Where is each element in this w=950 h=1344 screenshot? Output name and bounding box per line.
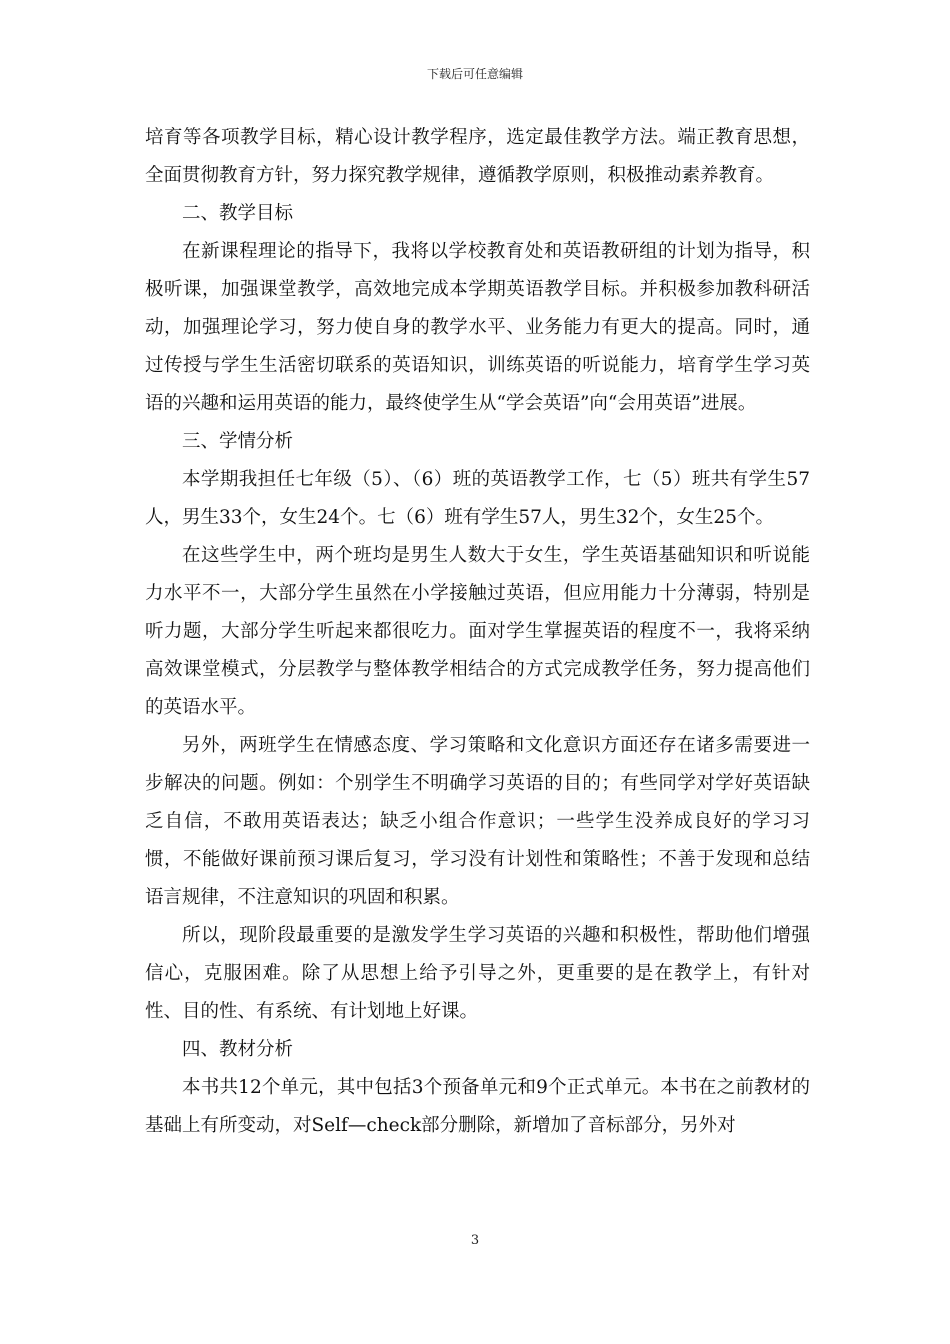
paragraph-teaching-goals: 在新课程理论的指导下，我将以学校教育处和英语教研组的计划为指导，积极听课，加强课堂教学，高效地完成本学期英语教学目标。并积极参加教科研活动，加强理论学习，努力使自身的教学水平、业务能力有更大的提高。同时，通过传授与学生生活密切联系的英语知识，训练英语的听说能力，培育学生学习英语的兴趣和运用英语的能力，最终使学生从“学会英语”向“会用英语”进展。 [145, 241, 810, 414]
paragraph-student-level: 在这些学生中，两个班均是男生人数大于女生，学生英语基础知识和听说能力水平不一，大部分学生虽然在小学接触过英语，但应用能力十分薄弱，特别是听力题，大部分学生听起来都很吃力。面对学生掌握英语的程度不一，我将采纳高效课堂模式，分层教学与整体教学相结合的方式完成教学任务，努力提高他们的英语水平。 [145, 545, 810, 718]
page-header: 下载后可任意编辑 [426, 67, 523, 81]
paragraph-textbook-info: 本书共12个单元，其中包括3个预备单元和9个正式单元。本书在之前教材的基础上有所变动，对Self—check部分删除，新增加了音标部分，另外对 [145, 1077, 810, 1136]
paragraph-class-info: 本学期我担任七年级（5）、（6）班的英语教学工作，七（5）班共有学生57人，男生33个，女生24个。七（6）班有学生57人，男生32个，女生25个。 [145, 469, 810, 528]
section-heading-teaching-goals: 二、教学目标 [182, 203, 294, 224]
paragraph-current-priority: 所以，现阶段最重要的是激发学生学习英语的兴趣和积极性，帮助他们增强信心，克服困难。除了从思想上给予引导之外，更重要的是在教学上，有针对性、目的性、有系统、有计划地上好课。 [145, 925, 810, 1022]
document-body [145, 119, 810, 1145]
section-heading-textbook-analysis: 四、教材分析 [182, 1039, 294, 1060]
page-number: 3 [470, 1233, 480, 1248]
paragraph-student-problems: 另外，两班学生在情感态度、学习策略和文化意识方面还存在诸多需要进一步解决的问题。例如：个别学生不明确学习英语的目的；有些同学对学好英语缺乏自信，不敢用英语表达；缺乏小组合作意识；一些学生没养成良好的学习习惯，不能做好课前预习课后复习，学习没有计划性和策略性；不善于发现和总结语言规律，不注意知识的巩固和积累。 [145, 735, 810, 908]
paragraph-continued: 培育等各项教学目标，精心设计教学程序，选定最佳教学方法。端正教育思想，全面贯彻教育方针，努力探究教学规律，遵循教学原则，积极推动素养教育。 [145, 127, 810, 186]
section-heading-student-analysis: 三、学情分析 [182, 431, 294, 452]
